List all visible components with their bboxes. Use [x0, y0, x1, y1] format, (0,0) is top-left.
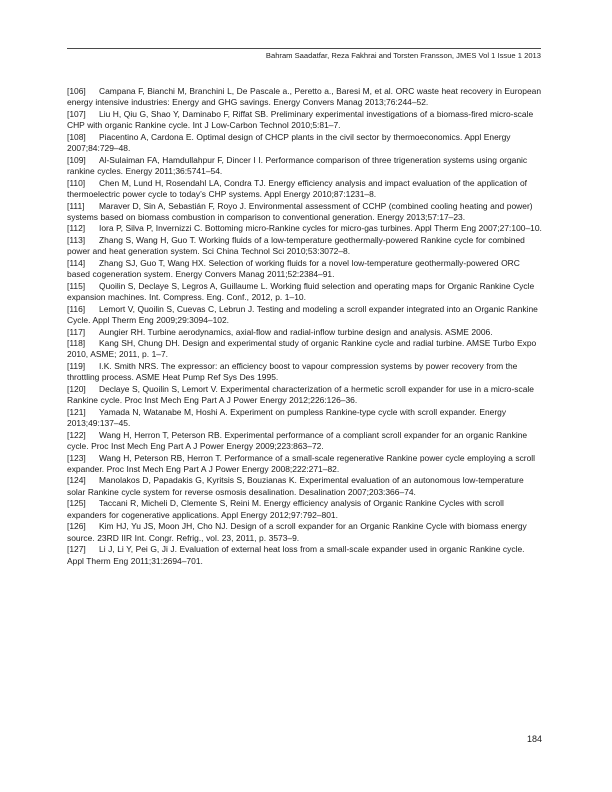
reference-text: I.K. Smith NRS. The expressor: an efficiency boost to vapour compression systems by power recovery from the throttling process. ASME Heat Pump Ref Sys Des 1995. — [67, 360, 518, 383]
reference-number: [126] — [67, 521, 86, 532]
reference-item — [67, 475, 543, 498]
reference-number: [106] — [67, 86, 86, 96]
reference-item — [67, 361, 543, 384]
reference-text: Campana F, Bianchi M, Branchini L, De Pascale a., Peretto a., Baresi M, et al. ORC waste heat recovery in European energy intensive industries: Energy and GHG savings. Energy Convers Manag 2013;76:244–52. — [67, 86, 542, 108]
reference-item — [67, 338, 543, 361]
reference-text: Kang SH, Chung DH. Design and experimental study of organic Rankine cycle and radial turbine. AMSE Turbo Expo 2010, ASME; 2011, p. 1–7. — [67, 337, 537, 360]
reference-text: Yamada N, Watanabe M, Hoshi A. Experiment on pumpless Rankine-type cycle with scroll expander. Energy 2013;49:137–45. — [67, 406, 507, 429]
reference-item — [67, 258, 543, 281]
reference-item — [67, 132, 543, 155]
reference-text: Wang H, Peterson RB, Herron T. Performance of a small-scale regenerative Rankine power cycle employing a scroll expander. Proc Inst Mech Eng Part A J Power Energy 2008;222:271–82. — [67, 452, 536, 474]
reference-text: Liu H, Qiu G, Shao Y, Daminabo F, Riffat SB. Preliminary experimental investigations of a biomass-fired micro-scale CHP with organic Rankine cycle. Int J Low-Carbon Technol 2010;5:81–7. — [67, 108, 534, 131]
reference-number: [110] — [67, 177, 86, 188]
reference-item — [67, 304, 543, 327]
reference-item — [67, 201, 543, 224]
reference-item — [67, 407, 543, 430]
reference-number: [120] — [67, 383, 86, 394]
reference-text: Zhang SJ, Guo T, Wang HX. Selection of working fluids for a novel low-temperature geothermally-powered ORC based cogeneration system. Energy Convers Manag 2011;52:2384–91. — [67, 257, 520, 280]
reference-text: Piacentino A, Cardona E. Optimal design of CHCP plants in the civil sector by thermoeconomics. Appl Energy 2007;84:729–48. — [67, 131, 511, 154]
reference-text: Kim HJ, Yu JS, Moon JH, Cho NJ. Design of a scroll expander for an Organic Rankine Cycle with biomass energy source. 23RD IIR Int. Congr. Refrig., vol. 23, 2011, p. 3573–9. — [67, 521, 527, 543]
reference-number: [125] — [67, 498, 86, 509]
reference-item — [67, 223, 543, 234]
reference-text: Al-Sulaiman FA, Hamdullahpur F, Dincer I I. Performance comparison of three trigeneration systems using organic rankine cycles. Energy 2011;36:5741–54. — [67, 154, 528, 177]
reference-number: [114] — [67, 257, 86, 268]
reference-number: [111] — [67, 200, 85, 211]
reference-item — [67, 430, 543, 453]
reference-item — [67, 178, 543, 201]
reference-item — [67, 453, 543, 476]
reference-number: [109] — [67, 154, 86, 165]
reference-text: Taccani R, Micheli D, Clemente S, Reini M. Energy efficiency analysis of Organic Rankine Cycles with scroll expanders for cogenerative applications. Appl Energy 2012;97:792–801. — [67, 498, 504, 520]
reference-item — [67, 384, 543, 407]
reference-number: [112] — [67, 223, 86, 234]
reference-text: Maraver D, Sin A, Sebastián F, Royo J. Environmental assessment of CCHP (combined cooling heating and power) systems based on biomass combustion in comparison to conventional generation. Energy 2013;57:17–23. — [67, 200, 533, 222]
reference-item — [67, 327, 543, 338]
reference-item — [67, 281, 543, 304]
header-rule — [67, 48, 541, 49]
reference-number: [124] — [67, 475, 86, 486]
reference-number: [122] — [67, 429, 86, 440]
reference-item — [67, 86, 543, 109]
running-header: Bahram Saadatfar, Reza Fakhrai and Torsten Fransson, JMES Vol 1 Issue 1 2013 — [265, 51, 541, 60]
reference-list — [67, 86, 543, 567]
reference-item — [67, 155, 543, 178]
reference-item — [67, 521, 543, 544]
reference-item — [67, 235, 543, 258]
reference-text: Aungier RH. Turbine aerodynamics, axial-flow and radial-inflow turbine design and analysis. ASME 2006. — [99, 326, 493, 337]
reference-number: [107] — [67, 108, 86, 119]
reference-text: Lemort V, Quoilin S, Cuevas C, Lebrun J. Testing and modeling a scroll expander integrated into an Organic Rankine Cycle. Appl Therm Eng 2009;29:3094–102. — [67, 303, 538, 326]
reference-item — [67, 544, 543, 567]
reference-number: [121] — [67, 406, 86, 417]
reference-number: [113] — [67, 234, 86, 245]
reference-text: Chen M, Lund H, Rosendahl LA, Condra TJ. Energy efficiency analysis and impact evaluation of the application of thermoelectric power cycle to today’s CHP systems. Appl Energy 2010;87:1231–8. — [67, 177, 528, 200]
reference-text: Zhang S, Wang H, Guo T. Working fluids of a low-temperature geothermally-powered Rankine cycle for combined power and heat generation system. Sci China Technol Sci 2010;53:3072–8. — [67, 234, 525, 257]
reference-text: Wang H, Herron T, Peterson RB. Experimental performance of a compliant scroll expander for an organic Rankine cycle. Proc Inst Mech Eng Part A J Power Energy 2009;223:863–72. — [67, 429, 528, 452]
reference-number: [127] — [67, 544, 86, 555]
reference-text: Iora P, Silva P, Invernizzi C. Bottoming micro-Rankine cycles for micro-gas turbines. Appl Therm Eng 2007;27:100–10. — [99, 223, 542, 234]
reference-text: Li J, Li Y, Pei G, Ji J. Evaluation of external heat loss from a small-scale expander used in organic Rankine cycle. Appl Therm Eng 2011;31:2694–701. — [67, 544, 525, 566]
reference-number: [116] — [67, 303, 86, 314]
reference-number: [117] — [67, 326, 86, 337]
reference-number: [118] — [67, 337, 86, 348]
reference-number: [108] — [67, 131, 86, 142]
reference-number: [123] — [67, 452, 86, 463]
reference-item — [67, 109, 543, 132]
reference-text: Declaye S, Quoilin S, Lemort V. Experimental characterization of a hermetic scroll expander for use in a micro-scale Rankine cycle. Proc Inst Mech Eng Part A J Power Energy 2012;226:126–36. — [67, 383, 534, 406]
reference-text: Manolakos D, Papadakis G, Kyritsis S, Bouzianas K. Experimental evaluation of an autonomous low-temperature solar Rankine cycle system for reverse osmosis desalination. Desalination 2007;203:366–74. — [67, 475, 524, 497]
reference-number: [119] — [67, 360, 86, 371]
reference-number: [115] — [67, 280, 86, 291]
page-number: 184 — [526, 734, 542, 744]
reference-text: Quoilin S, Declaye S, Legros A, Guillaume L. Working fluid selection and operating maps for Organic Rankine Cycle expansion machines. Int. Compress. Eng. Conf., 2012, p. 1–10. — [67, 280, 535, 303]
reference-item — [67, 498, 543, 521]
